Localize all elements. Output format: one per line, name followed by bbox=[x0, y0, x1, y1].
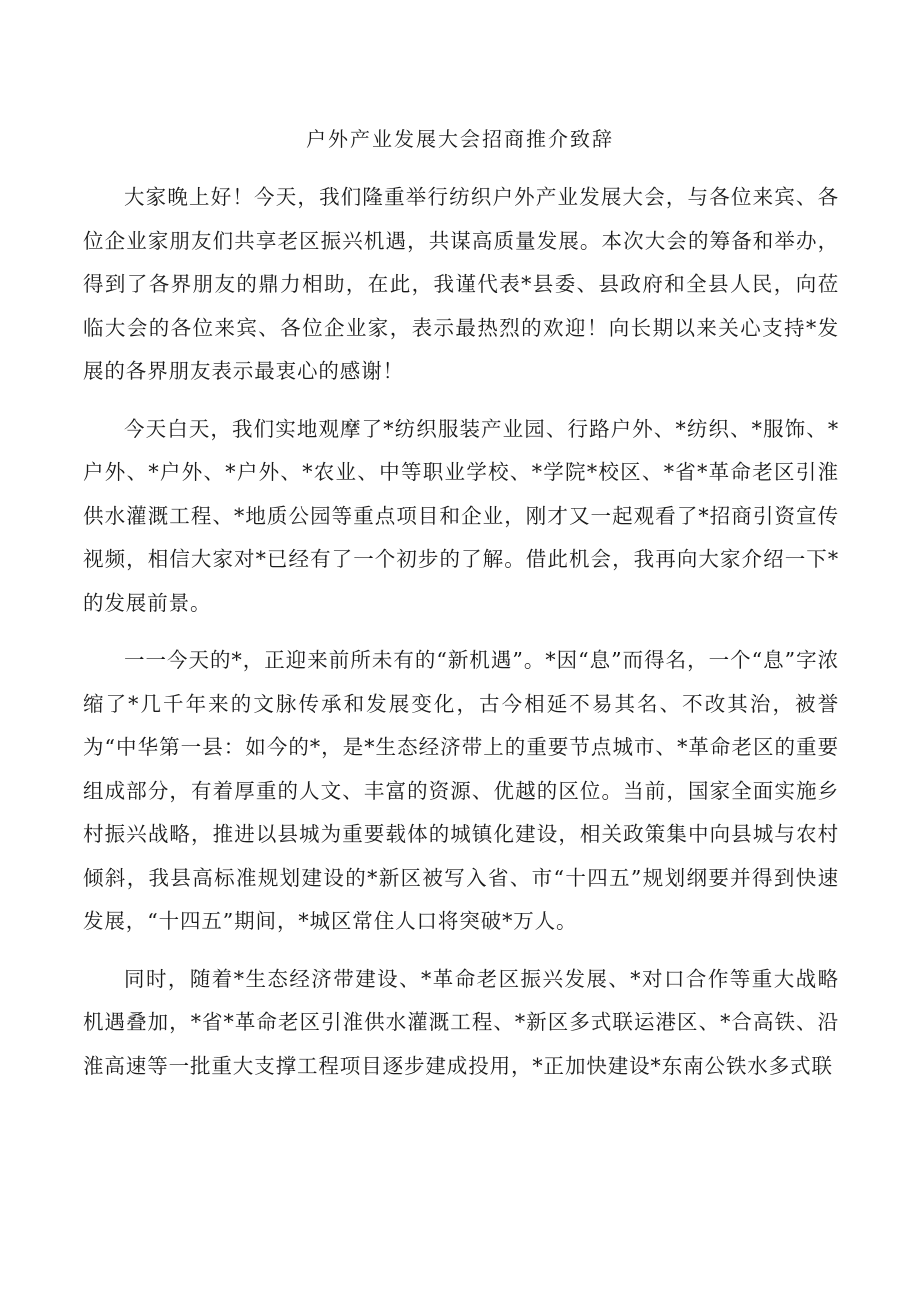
paragraph-2: 今天白天，我们实地观摩了*纺织服装产业园、行路户外、*纺织、*服饰、*户外、*户外、*户外、*农业、中等职业学校、*学院*校区、*省*革命老区引淮供水灌溉工程、*地质公园等重点项目和企业，刚才又一起观看了*招商引资宣传视频，相信大家对*已经有了一个初步的了解。借此机会，我再向大家介绍一下*的发展前景。 bbox=[83, 416, 839, 615]
document-body bbox=[83, 176, 839, 1102]
paragraph-1: 大家晚上好！今天，我们隆重举行纺织户外产业发展大会，与各位来宾、各位企业家朋友们共享老区振兴机遇，共谋高质量发展。本次大会的筹备和举办，得到了各界朋友的鼎力相助，在此，我谨代表*县委、县政府和全县人民，向莅临大会的各位来宾、各位企业家，表示最热烈的欢迎！向长期以来关心支持*发展的各界朋友表示最衷心的感谢！ bbox=[83, 185, 839, 383]
document-title: 户外产业发展大会招商推介致辞 bbox=[306, 127, 614, 151]
paragraph-4: 同时，随着*生态经济带建设、*革命老区振兴发展、*对口合作等重大战略机遇叠加，*省*革命老区引淮供水灌溉工程、*新区多式联运港区、*合高铁、沿淮高速等一批重大支撑工程项目逐步建成投用，*正加快建设*东南公铁水多式联 bbox=[83, 966, 839, 1078]
paragraph-3: 一一今天的*，正迎来前所未有的“新机遇”。*因“息”而得名，一个“息”字浓缩了*几千年来的文脉传承和发展变化，古今相延不易其名、不改其治，被誉为“中华第一县：如今的*，是*生态经济带上的重要节点城市、*革命老区的重要组成部分，有着厚重的人文、丰富的资源、优越的区位。当前，国家全面实施乡村振兴战略，推进以县城为重要载体的城镇化建设，相关政策集中向县城与农村倾斜，我县高标准规划建设的*新区被写入省、市“十四五”规划纲要并得到快速发展，“十四五”期间，*城区常住人口将突破*万人。 bbox=[83, 648, 839, 933]
